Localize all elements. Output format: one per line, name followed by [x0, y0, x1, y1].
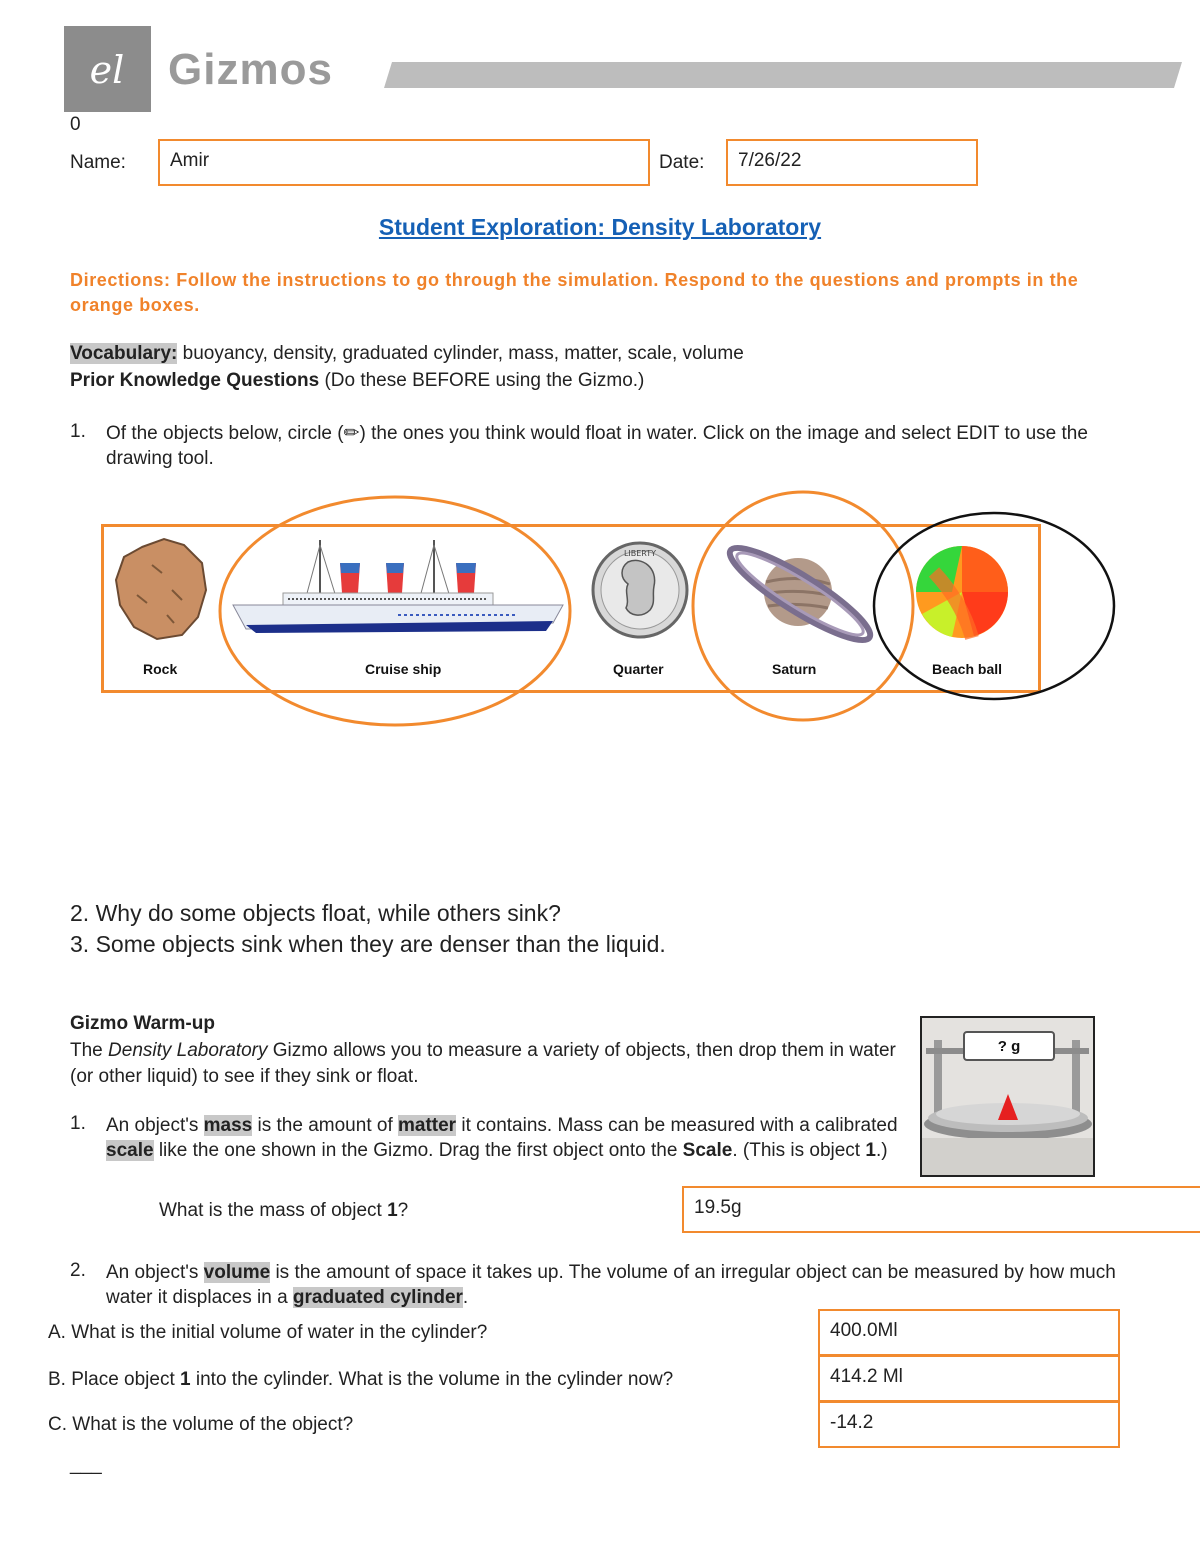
directions: Directions: Follow the instructions to go through the simulation. Respond to the questions and prompts in the orange boxes.	[70, 270, 1079, 315]
circle-saturn	[693, 492, 913, 720]
term-matter: matter	[398, 1115, 457, 1136]
term-graduated-cylinder: graduated cylinder	[292, 1287, 463, 1308]
object-one-bold: 1	[865, 1140, 876, 1161]
warmup-q2-number: 2.	[70, 1260, 86, 1281]
warmup-q1-part: . (This is object	[732, 1140, 866, 1161]
header-bar	[384, 62, 1182, 88]
answer-c: -14.2	[830, 1412, 874, 1433]
prior-q3-answer: 3. Some objects sink when they are denser than the liquid.	[70, 931, 666, 957]
warmup-intro-part: The	[70, 1040, 109, 1061]
answer-c-field[interactable]	[818, 1401, 1120, 1448]
page-marker: 0	[70, 114, 81, 135]
answer-a-field[interactable]	[818, 1309, 1120, 1356]
brand-name: Gizmos	[168, 45, 333, 94]
date-label: Date:	[659, 152, 705, 173]
vocabulary-label: Vocabulary:	[70, 343, 178, 364]
warmup-q1-text	[106, 1113, 911, 1163]
question-a: A. What is the initial volume of water in the cylinder?	[48, 1322, 488, 1343]
vocabulary-terms: buoyancy, density, graduated cylinder, mass, matter, scale, volume	[182, 343, 744, 364]
warmup-intro-part: Gizmo allows you to measure a variety of objects, then drop them in water (or other liquid) to see if they sink or float.	[70, 1040, 896, 1087]
object-label-quarter: Quarter	[613, 661, 664, 677]
answer-a: 400.0Ml	[830, 1320, 898, 1341]
date-value: 7/26/22	[738, 150, 802, 171]
mass-answer: 19.5g	[694, 1197, 742, 1218]
term-volume: volume	[203, 1262, 271, 1283]
object-one-bold: 1	[387, 1200, 398, 1221]
warmup-q2-part: .	[462, 1287, 469, 1308]
date-field[interactable]	[726, 139, 978, 186]
drawn-circles-overlay	[0, 480, 1200, 740]
prior-knowledge-heading: Prior Knowledge Questions	[70, 370, 320, 391]
mass-question-text: What is the mass of object	[159, 1200, 388, 1221]
question-b-text: into the cylinder. What is the volume in the cylinder now?	[190, 1369, 674, 1390]
footer-mark: ___	[70, 1454, 102, 1475]
svg-text:el: el	[89, 48, 125, 92]
mass-answer-field[interactable]	[682, 1186, 1200, 1233]
mass-question-text: ?	[397, 1200, 409, 1221]
vocabulary-line	[70, 343, 744, 365]
circle-beach-ball	[874, 513, 1114, 699]
logo-badge	[64, 26, 151, 112]
prior-q1-text: Of the objects below, circle (✏) the ones you think would float in water. Click on the image and select EDIT to use the drawing tool.	[106, 423, 1088, 469]
answer-b-field[interactable]	[818, 1355, 1120, 1402]
warmup-q1-number: 1.	[70, 1113, 86, 1134]
prior-q1-number: 1.	[70, 421, 86, 442]
warmup-q2-part: An object's	[106, 1262, 204, 1283]
warmup-q1-part: it contains. Mass can be measured with a calibrated	[456, 1115, 898, 1136]
question-c: C. What is the volume of the object?	[48, 1414, 354, 1435]
warmup-intro	[70, 1038, 900, 1090]
warmup-q1-part: is the amount of	[252, 1115, 398, 1136]
object-label-beach-ball: Beach ball	[932, 661, 1003, 677]
question-b	[48, 1369, 673, 1391]
object-one-bold: 1	[180, 1369, 191, 1390]
gizmo-scale-image	[920, 1016, 1095, 1177]
warmup-heading: Gizmo Warm-up	[70, 1013, 215, 1034]
page-title: Student Exploration: Density Laboratory	[378, 214, 822, 240]
object-label-rock: Rock	[143, 661, 178, 677]
prior-q2-text: 2. Why do some objects float, while others sink?	[70, 900, 561, 926]
name-field[interactable]	[158, 139, 650, 186]
prior-knowledge-heading-line	[70, 370, 644, 392]
warmup-intro-gizmo-name: Density Laboratory	[108, 1040, 268, 1061]
scale-bold: Scale	[682, 1140, 733, 1161]
question-b-text: B. Place object	[48, 1369, 181, 1390]
term-scale: scale	[106, 1140, 154, 1161]
mass-question	[159, 1200, 408, 1222]
warmup-q1-part: like the one shown in the Gizmo. Drag the first object onto the	[153, 1140, 683, 1161]
warmup-q1-part: An object's	[106, 1115, 204, 1136]
warmup-q2-text	[106, 1260, 1136, 1310]
circle-cruise-ship	[220, 497, 570, 725]
object-label-cruise-ship: Cruise ship	[365, 661, 442, 677]
el-logo-icon	[64, 26, 151, 112]
svg-text:LIBERTY: LIBERTY	[623, 549, 657, 558]
term-mass: mass	[203, 1115, 253, 1136]
warmup-q1-part: .)	[875, 1140, 888, 1161]
object-label-saturn: Saturn	[772, 661, 817, 677]
answer-b: 414.2 Ml	[830, 1366, 903, 1387]
name-value: Amir	[170, 150, 210, 171]
name-label: Name:	[70, 152, 126, 173]
prior-knowledge-note: (Do these BEFORE using the Gizmo.)	[324, 370, 645, 391]
scale-display: ? g	[997, 1038, 1021, 1055]
warmup-q2-part: is the amount of space it takes up. The volume of an irregular object can be measured by how much water it displaces in a	[106, 1262, 1116, 1308]
